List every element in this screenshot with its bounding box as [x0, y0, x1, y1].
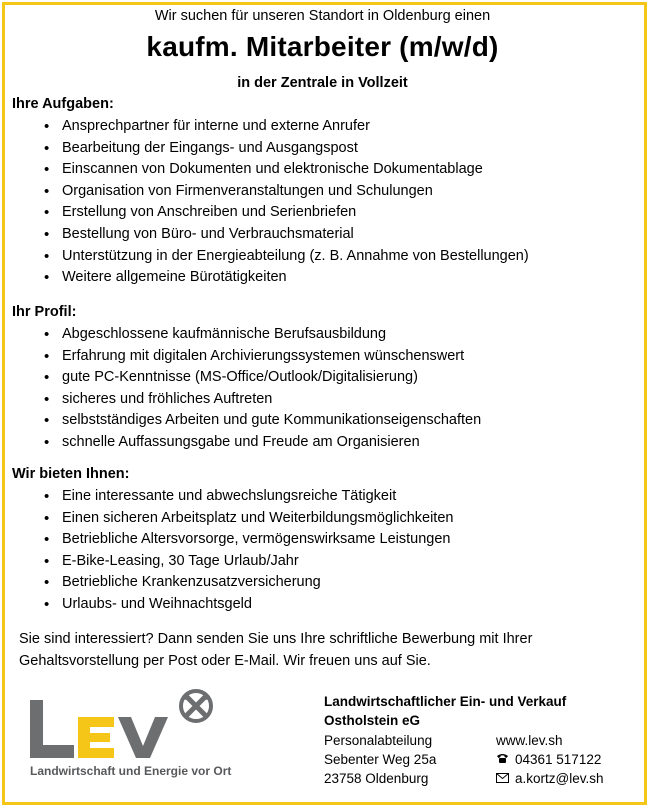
- list-item: • Betriebliche Krankenzusatzversicherung: [0, 572, 453, 594]
- closing-paragraph: [19, 628, 619, 672]
- logo-tagline: Landwirtschaft und Energie vor Ort: [30, 764, 232, 778]
- list-item: • Erstellung von Anschreiben und Serienbriefen: [0, 202, 529, 224]
- list-item: • Erfahrung mit digitalen Archivierungssystemen wünschenswert: [0, 346, 481, 368]
- list-item: • E-Bike-Leasing, 30 Tage Urlaub/Jahr: [0, 551, 453, 573]
- list-item: • selbstständiges Arbeiten und gute Kommunikationseigenschaften: [0, 410, 481, 432]
- list-item: • Bearbeitung der Eingangs- und Ausgangspost: [0, 138, 529, 160]
- phone-icon: [496, 750, 510, 769]
- intro-line: Wir suchen für unseren Standort in Oldenburg einen: [154, 8, 491, 24]
- list-item: • Abgeschlossene kaufmännische Berufsausbildung: [0, 324, 481, 346]
- list-item: • Einen sicheren Arbeitsplatz und Weiterbildungsmöglichkeiten: [0, 508, 453, 530]
- aufgaben-list: [0, 116, 529, 289]
- closing-line: Gehaltsvorstellung per Post oder E-Mail. Wir freuen uns auf Sie.: [19, 653, 431, 669]
- list-item: • Ansprechpartner für interne und externe Anrufer: [0, 116, 529, 138]
- list-item: • Weitere allgemeine Bürotätigkeiten: [0, 267, 529, 289]
- list-item: • Betriebliche Altersvorsorge, vermögenswirksame Leistungen: [0, 529, 453, 551]
- address-block: [324, 731, 436, 788]
- list-item: • Bestellung von Büro- und Verbrauchsmaterial: [0, 224, 529, 246]
- company-name: [324, 692, 566, 730]
- bieten-heading: Wir bieten Ihnen:: [12, 466, 130, 482]
- phone-number[interactable]: 04361 517122: [515, 752, 602, 767]
- email-link[interactable]: a.kortz@lev.sh: [515, 771, 604, 786]
- logo-letter-v: [118, 717, 168, 758]
- list-item: • sicheres und fröhliches Auftreten: [0, 389, 481, 411]
- company-name-line: Ostholstein eG: [324, 713, 421, 728]
- list-item: • gute PC-Kenntnisse (MS-Office/Outlook/Digitalisierung): [0, 367, 481, 389]
- raiffeisen-emblem-icon: [181, 691, 211, 721]
- envelope-icon: [496, 769, 510, 788]
- list-item: • Unterstützung in der Energieabteilung (z. B. Annahme von Bestellungen): [0, 246, 529, 268]
- aufgaben-heading: Ihre Aufgaben:: [12, 96, 114, 112]
- profil-heading: Ihr Profil:: [12, 304, 77, 320]
- city: 23758 Oldenburg: [324, 771, 429, 786]
- department: Personalabteilung: [324, 733, 433, 748]
- company-name-line: Landwirtschaftlicher Ein- und Verkauf: [324, 694, 567, 709]
- website-link[interactable]: www.lev.sh: [496, 733, 563, 748]
- lev-logo: [26, 688, 246, 788]
- list-item: • schnelle Auffassungsgabe und Freude am Organisieren: [0, 432, 481, 454]
- street: Sebenter Weg 25a: [324, 752, 437, 767]
- job-subtitle: in der Zentrale in Vollzeit: [237, 75, 408, 91]
- job-title: kaufm. Mitarbeiter (m/w/d): [146, 31, 499, 62]
- list-item: • Organisation von Firmenveranstaltungen und Schulungen: [0, 181, 529, 203]
- list-item: • Einscannen von Dokumenten und elektronische Dokumentablage: [0, 159, 529, 181]
- list-item: • Urlaubs- und Weihnachtsgeld: [0, 594, 453, 616]
- contact-block: [496, 731, 603, 788]
- closing-line: Sie sind interessiert? Dann senden Sie uns Ihre schriftliche Bewerbung mit Ihrer: [19, 631, 533, 647]
- list-item: • Eine interessante und abwechslungsreiche Tätigkeit: [0, 486, 453, 508]
- profil-list: [0, 324, 481, 454]
- bieten-list: [0, 486, 453, 616]
